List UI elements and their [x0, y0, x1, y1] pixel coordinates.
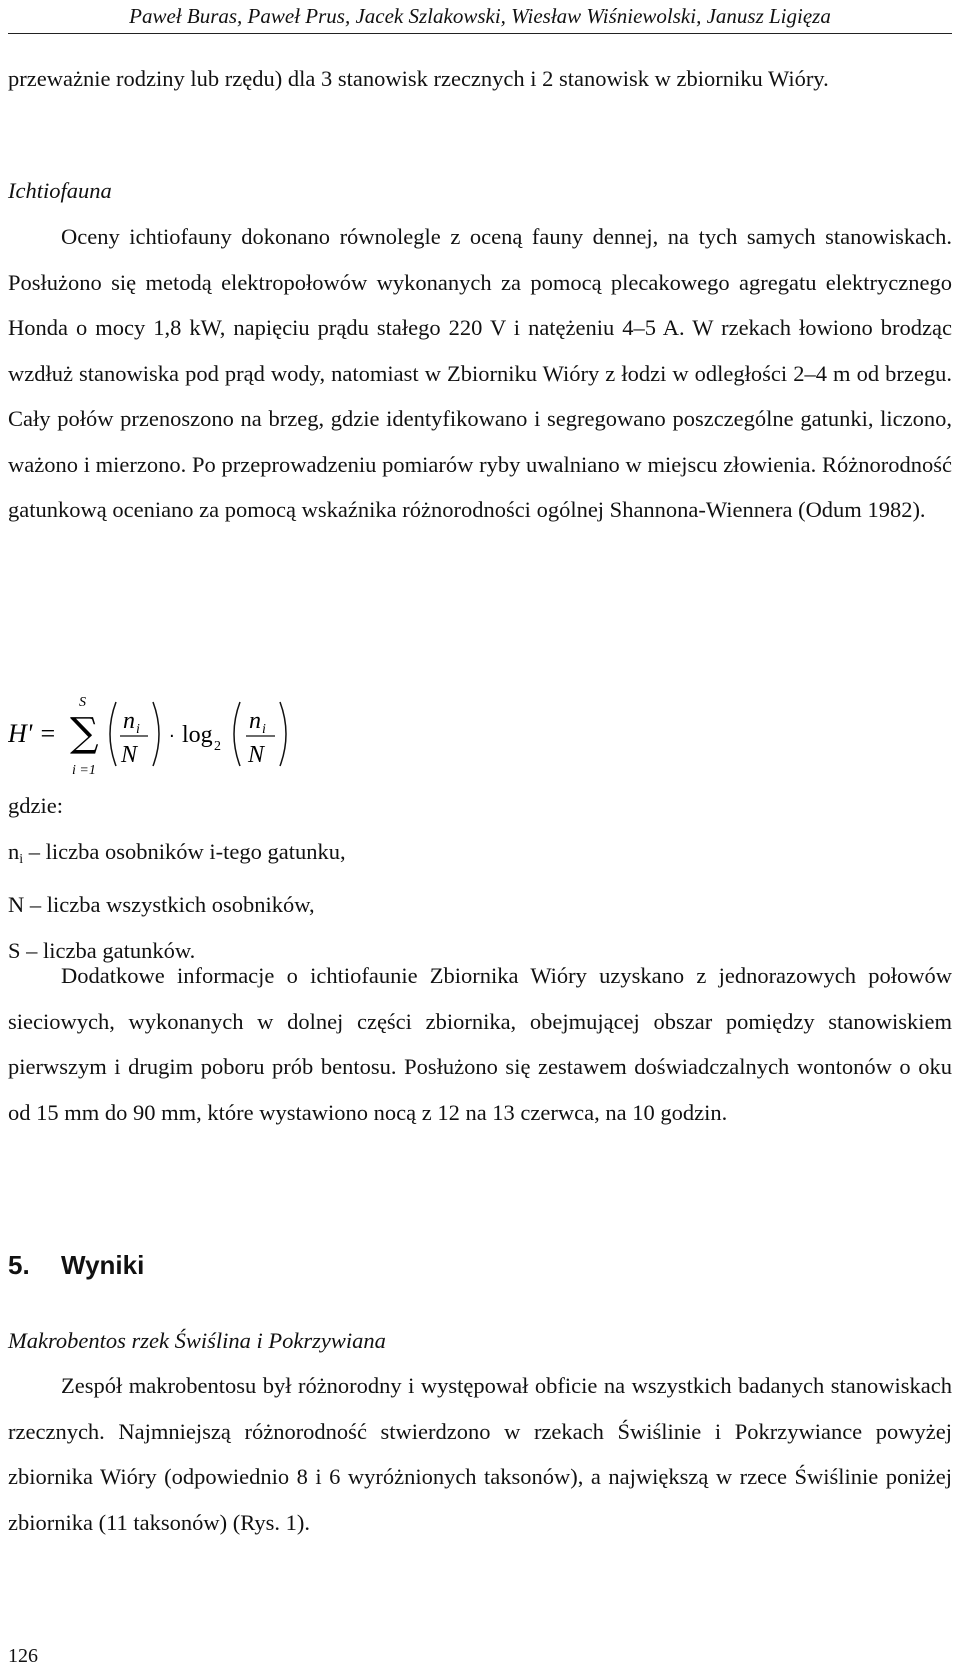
- definition-symbol: N: [8, 892, 25, 917]
- sum-sign-icon: ∑: [70, 710, 99, 756]
- sum-lower-limit: i =1: [72, 763, 96, 778]
- section-number: 5.: [8, 1250, 30, 1280]
- paragraph-makrobentos: Zespół makrobentosu był różnorodny i występował obficie na wszystkich badanych stanowiskach rzecznych. Najmniejszą różnorodność stwierdzono w rzekach Świślinie i Pokrzywiance powyżej zbiornika Wióry (odpowiednio 8 i 6 wyróżnionych taksonów), a największą w rzece Świślinie poniżej zbiornika (11 taksonów) (Rys. 1).: [8, 1373, 952, 1535]
- definition-item-ni: [8, 829, 952, 883]
- fraction-denominator: N: [121, 742, 138, 768]
- right-paren-2-icon: [280, 702, 286, 766]
- left-paren-2-icon: [234, 702, 240, 766]
- paragraph-additional: Dodatkowe informacje o ichtiofaunie Zbiornika Wióry uzyskano z jednorazowych połowów sieciowych, wykonanych w dolnej części zbiornika, obejmującej obszar pomiędzy stanowiskiem pierwszym i drugim poboru prób bentosu. Posłużono się zestawem doświadczalnych wontonów o oku od 15 mm do 90 mm, które wystawiono nocą z 12 na 13 czerwca, na 10 godzin.: [8, 963, 952, 1125]
- definitions: [8, 783, 952, 973]
- log-label: log: [182, 722, 213, 748]
- formula-lhs: H' =: [8, 719, 57, 748]
- fraction2-numerator-sub: i: [262, 722, 266, 737]
- fraction2-denominator: N: [248, 742, 265, 768]
- paragraph-intro: przeważnie rodziny lub rzędu) dla 3 stanowisk rzecznych i 2 stanowisk w zbiorniku Wióry.: [8, 66, 829, 91]
- section-title: Wyniki: [61, 1250, 145, 1280]
- sum-upper-limit: S: [79, 695, 86, 710]
- shannon-formula: [8, 692, 408, 782]
- left-paren-icon: [110, 702, 116, 766]
- subsection-title-makrobentos: Makrobentos rzek Świślina i Pokrzywiana: [8, 1328, 386, 1353]
- section-heading-results: [8, 1247, 144, 1283]
- section-title-ichtiofauna: Ichtiofauna: [8, 178, 112, 203]
- paragraph-ichtiofauna: Oceny ichtiofauny dokonano równolegle z oceną fauny dennej, na tych samych stanowiskach. Posłużono się metodą elektropołowów wykonanych za pomocą plecakowego agregatu elektrycznego Honda o mocy 1,8 kW, napięciu prądu stałego 220 V i natężeniu 4–5 A. W rzekach łowiono brodząc wzdłuż stanowiska pod prąd wody, natomiast w Zbiorniku Wióry z łodzi w odległości 2–4 m od brzegu. Cały połów przenoszono na brzeg, gdzie identyfikowano i segregowano poszczególne gatunki, liczono, ważono i mierzono. Po przeprowadzeniu pomiarów ryby uwalniano w miejscu złowienia. Różnorodność gatunkową oceniano za pomocą wskaźnika różnorodności ogólnej Shannona-Wiennera (Odum 1982).: [8, 224, 952, 522]
- multiply-dot-icon: ·: [169, 726, 175, 747]
- right-paren-icon: [153, 702, 159, 766]
- definition-item-n: [8, 882, 952, 928]
- definitions-intro: gdzie:: [8, 793, 63, 818]
- definition-symbol: S: [8, 937, 21, 963]
- definition-text: – liczba gatunków.: [20, 937, 196, 963]
- log-base: 2: [214, 739, 221, 754]
- running-header: Paweł Buras, Paweł Prus, Jacek Szlakowski, Wiesław Wiśniewolski, Janusz Ligięza: [8, 0, 952, 34]
- fraction-numerator: n: [123, 708, 135, 734]
- fraction-numerator-sub: i: [136, 722, 140, 737]
- definition-symbol: n: [8, 838, 20, 864]
- page-number: 126: [8, 1645, 38, 1667]
- fraction2-numerator: n: [249, 708, 261, 734]
- definition-symbol-sub: i: [19, 851, 24, 867]
- definition-text: – liczba osobników i-tego gatunku,: [23, 838, 346, 864]
- definition-text: – liczba wszystkich osobników,: [24, 892, 315, 917]
